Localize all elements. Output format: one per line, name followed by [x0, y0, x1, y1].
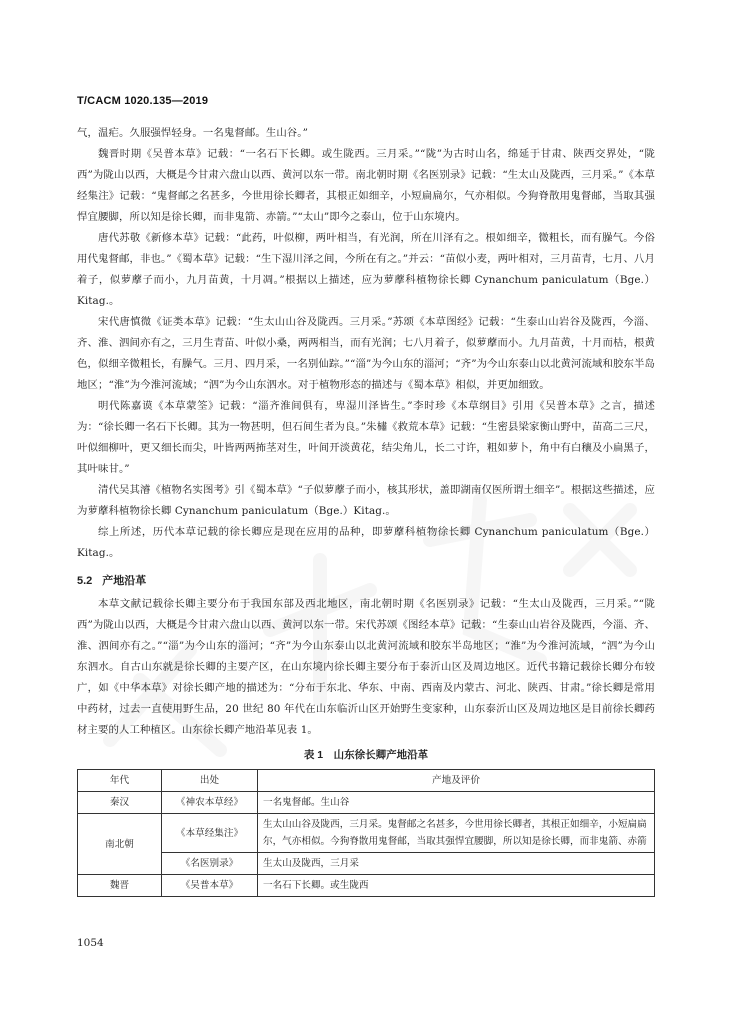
- table-row: [78, 814, 655, 853]
- column-header: 出处: [162, 770, 258, 792]
- column-header: 年代: [78, 770, 162, 792]
- table-row: [78, 792, 655, 814]
- section-number: 5.2: [77, 575, 93, 587]
- desc-cell: 一名鬼督邮。生山谷: [258, 792, 655, 814]
- desc-cell: 一名石下长卿。或生陇西: [258, 875, 655, 897]
- paragraph: 清代吴其濬《植物名实图考》引《蜀本草》“子似萝藦子而小，核其形状，盖即湖南仅医所谓土细辛”。根据这些描述，应为萝藦科植物徐长卿 Cynanchum paniculatum（Bge.）Kitag.。: [77, 484, 655, 517]
- table-caption: 表 1 山东徐长卿产地沿革: [303, 749, 429, 761]
- source-cell: 《神农本草经》: [162, 792, 258, 814]
- paragraph: 综上所述，历代本草记载的徐长卿应是现在应用的品种，即萝藦科植物徐长卿 Cynanchum paniculatum（Bge.）Kitag.。: [77, 526, 655, 559]
- section-title: 产地沿革: [102, 575, 147, 587]
- paragraph: 明代陈嘉谟《本草蒙筌》记载：“淄齐淮间俱有，卑湿川泽皆生。”李时珍《本草纲目》引用《吴普本草》之言，描述为：“徐长卿一名石下长卿。其为一物甚明，但石间生者为良。”朱橚《救荒本草》记载：“生密县梁家衡山野中，苗高二三尺，叶似细柳叶，更又细长而尖，叶皆两两抪茎对生，叶间开淡黄花，结尖角儿，长二寸许，粗如萝卜，角中有白穰及小扁黑子，其叶味甘。”: [77, 400, 655, 475]
- source-cell: 《名医别录》: [162, 853, 258, 875]
- era-cell: 南北朝: [78, 814, 162, 875]
- era-cell: 魏晋: [78, 875, 162, 897]
- origin-table: [77, 769, 655, 897]
- paragraph: 宋代唐慎微《证类本草》记载：“生太山山谷及陇西。三月采。”苏颂《本草图经》记载：“生泰山山岩谷及陇西，今淄、齐、淮、泗间亦有之，三月生青苗、叶似小桑，两两相当，而有光润；七八月着子，似萝藦而小。九月苗黄，十月而枯，根黄色，似细辛微粗长，有臊气。三月、四月采，一名别仙踪。”“淄”为今山东的淄河；“齐”为今山东泰山以北黄河流域和胶东半岛地区；“淮”为今淮河流域；“泗”为今山东泗水。对于植物形态的描述与《蜀本草》相似，并更加细致。: [77, 316, 655, 391]
- paragraph: 唐代苏敬《新修本草》记载：“此药，叶似柳，两叶相当，有光润，所在川泽有之。根如细辛，微粗长，而有臊气。今俗用代鬼督邮，非也。”《蜀本草》记载：“生下湿川泽之间，今所在有之。”并云：“苗似小麦，两叶相对，三月苗青，七月、八月着子，似萝藦子而小，九月苗黄，十月凋。”根据以上描述，应为萝藦科植物徐长卿 Cynanchum paniculatum（Bge.）Kitag.。: [77, 232, 655, 307]
- paragraph: 本草文献记载徐长卿主要分布于我国东部及西北地区，南北朝时期《名医别录》记载：“生太山及陇西，三月采。”“陇西”为陇山以西，大概是今甘肃六盘山以西、黄河以东一带。宋代苏颂《图经本草》记载：“生泰山山岩谷及陇西，今淄、齐、淮、泗间亦有之。”“淄”为今山东的淄河；“齐”为今山东泰山以北黄河流域和胶东半岛地区；“淮”为今淮河流域，“泗”为今山东泗水。自古山东就是徐长卿的主要产区，在山东境内徐长卿主要分布于泰沂山区及周边地区。近代书籍记载徐长卿分布较广，如《中华本草》对徐长卿产地的描述为：“分布于东北、华东、中南、西南及内蒙古、河北、陕西、甘肃。”徐长卿是常用中药材，过去一直使用野生品，20 世纪 80 年代在山东临沂山区开始野生变家种，山东泰沂山区及周边地区是目前徐长卿药材主要的人工种植区。山东徐长卿产地沿革见表 1。: [77, 598, 655, 736]
- desc-cell: 生太山山谷及陇西，三月采。鬼督邮之名甚多，今世用徐长卿者，其根正如细辛，小短扁扁尔，气亦相似。今狗脊散用鬼督邮，当取其强悍宜腰脚，所以知是徐长卿，而非鬼箭、赤箭: [258, 814, 655, 853]
- paragraph: 魏晋时期《吴普本草》记载：“一名石下长卿。或生陇西。三月采。”“陇”为古时山名，绵延于甘肃、陕西交界处，“陇西”为陇山以西，大概是今甘肃六盘山以西、黄河以东一带。南北朝时期《名医别录》记载：“生太山及陇西，三月采。”《本草经集注》记载：“鬼督邮之名甚多，今世用徐长卿者，其根正如细辛，小短扁扁尔，气亦相似。今狗脊散用鬼督邮，当取其强悍宜腰脚，所以知是徐长卿，而非鬼箭、赤箭。”“太山”即今之泰山，位于山东境内。: [77, 148, 655, 223]
- desc-cell: 生太山及陇西，三月采: [258, 853, 655, 875]
- page-number: 1054: [77, 937, 104, 949]
- source-cell: 《吴普本草》: [162, 875, 258, 897]
- table-row: [78, 853, 655, 875]
- document-body: [77, 123, 655, 897]
- source-cell: 《本草经集注》: [162, 814, 258, 853]
- table-header-row: [78, 770, 655, 792]
- paragraph: 气，温疟。久服强悍轻身。一名鬼督邮。生山谷。”: [77, 127, 309, 139]
- section-heading: [77, 572, 655, 588]
- table-row: [78, 875, 655, 897]
- column-header: 产地及评价: [258, 770, 655, 792]
- document-code: T/CACM 1020.135—2019: [77, 95, 209, 107]
- era-cell: 秦汉: [78, 792, 162, 814]
